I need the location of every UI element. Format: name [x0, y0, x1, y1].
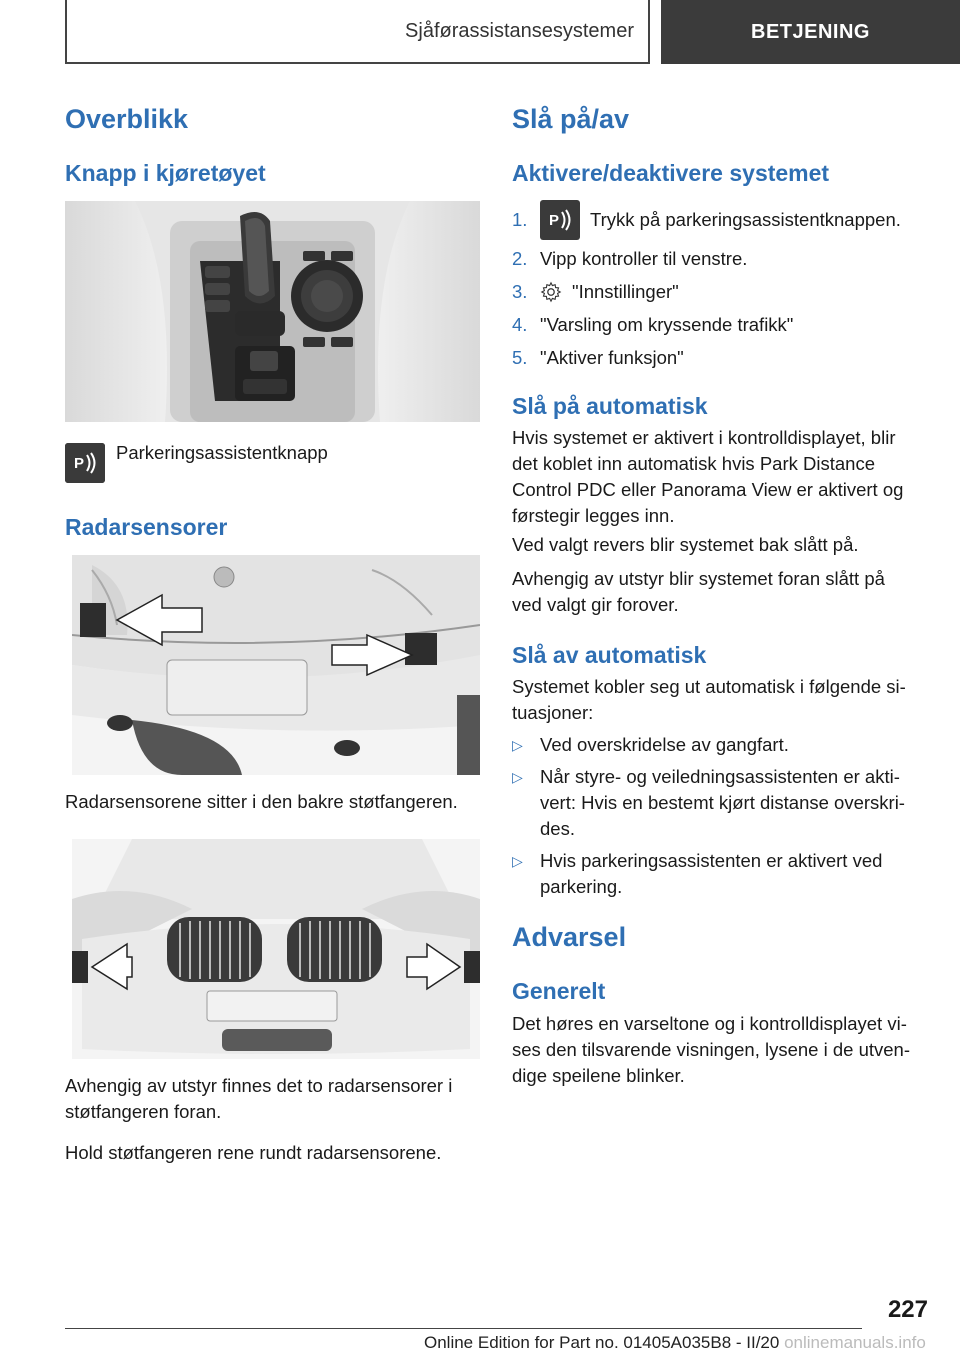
- radar-rear-text: Radarsensorene sitter i den bakre støtfangeren.: [65, 791, 458, 812]
- step-number: 3.: [512, 280, 528, 302]
- svg-text:P: P: [74, 455, 85, 472]
- auto-on-paragraph-2: Ved valgt revers blir systemet bak slått på.: [512, 534, 859, 555]
- watermark-text: onlinemanuals.info: [784, 1333, 926, 1352]
- text-line: tuasjoner:: [512, 702, 594, 723]
- parking-assist-button-icon: [540, 200, 580, 240]
- radar-heading: Radarsensorer: [65, 514, 228, 540]
- step-number: 4.: [512, 313, 528, 335]
- auto-off-paragraph: [512, 674, 932, 726]
- overview-title: Overblikk: [65, 104, 189, 134]
- footer-edition: [424, 1333, 926, 1353]
- activation-steps-list: [512, 198, 932, 374]
- header-section-title: [65, 0, 650, 64]
- text-line: des.: [540, 818, 575, 839]
- front-bumper-photo: [72, 839, 480, 1059]
- radar-front-text-line-2: støtfangeren foran.: [65, 1101, 222, 1122]
- step-3: [512, 275, 932, 308]
- bullet-item: [512, 764, 922, 842]
- page-number: 227: [887, 1296, 928, 1323]
- step-text: "Aktiver funksjon": [540, 346, 684, 368]
- activate-heading: Aktivere/deaktivere systemet: [512, 160, 830, 186]
- text-line: førstegir legges inn.: [512, 505, 675, 526]
- general-heading: Generelt: [512, 978, 606, 1004]
- triangle-bullet-icon: ▷: [512, 853, 523, 869]
- bullet-text: [540, 764, 905, 842]
- footer-divider: [65, 1328, 862, 1329]
- keep-clean-text: Hold støtfangeren rene rundt radarsensorene.: [65, 1142, 442, 1163]
- step-text: Vipp kontroller til venstre.: [540, 247, 748, 269]
- triangle-bullet-icon: ▷: [512, 737, 523, 753]
- auto-on-heading: Slå på automatisk: [512, 393, 708, 419]
- rear-bumper-photo: [72, 555, 480, 775]
- text-line: Det høres en varseltone og i kontrolldisplayet vi-: [512, 1013, 907, 1034]
- step-5: [512, 341, 932, 374]
- section-title-text: Sjåførassistansesystemer: [405, 19, 634, 42]
- warning-title: Advarsel: [512, 922, 627, 952]
- radar-front-text-line-1: Avhengig av utstyr finnes det to radarsensorer i: [65, 1075, 453, 1096]
- step-1: [512, 198, 932, 242]
- text-line: Hvis systemet er aktivert i kontrolldisplayet, blir: [512, 427, 896, 448]
- parking-assist-button-icon: [65, 443, 105, 483]
- button-heading: Knapp i kjøretøyet: [65, 160, 266, 186]
- text-line: vert: Hvis en bestemt kjørt distanse overskri-: [540, 792, 905, 813]
- step-text: "Varsling om kryssende trafikk": [540, 313, 794, 335]
- text-line: Hvis parkeringsassistenten er aktivert ved: [540, 850, 883, 871]
- text-line: Når styre- og veiledningsassistenten er akti-: [540, 766, 900, 787]
- auto-on-paragraph-3: [512, 566, 932, 618]
- bullet-item: [512, 848, 922, 900]
- text-line: Systemet kobler seg ut automatisk i følgende si-: [512, 676, 906, 697]
- text-line: ved valgt gir forover.: [512, 594, 679, 615]
- on-off-title: Slå på/av: [512, 104, 630, 134]
- text-line: parkering.: [540, 876, 623, 897]
- text-line: ses den tilsvarende visningen, lysene i de utven-: [512, 1039, 910, 1060]
- step-number: 5.: [512, 346, 528, 368]
- step-text: "Innstillinger": [572, 280, 679, 302]
- text-line: Avhengig av utstyr blir systemet foran slått på: [512, 568, 885, 589]
- text-line: det koblet inn automatisk hvis Park Distance: [512, 453, 875, 474]
- step-2: [512, 242, 932, 275]
- step-text: Trykk på parkeringsassistentknappen.: [590, 209, 901, 230]
- interior-console-photo: [65, 201, 480, 422]
- text-line: Control PDC eller Panorama View er aktivert og: [512, 479, 904, 500]
- bullet-item: [512, 732, 922, 758]
- step-4: [512, 308, 932, 341]
- auto-off-heading: Slå av automatisk: [512, 642, 707, 668]
- gear-icon: [540, 281, 562, 303]
- bullet-text: [540, 732, 789, 758]
- chapter-title-text: BETJENING: [751, 20, 870, 43]
- edition-text: Online Edition for Part no. 01405A035B8 - II/20: [424, 1333, 780, 1352]
- step-number: 1.: [512, 209, 528, 230]
- triangle-bullet-icon: ▷: [512, 769, 523, 785]
- text-line: dige speilene blinker.: [512, 1065, 685, 1086]
- step-number: 2.: [512, 247, 528, 269]
- auto-off-bullets: [512, 732, 922, 906]
- auto-on-paragraph-1: [512, 425, 932, 529]
- header-chapter-tab: [661, 0, 960, 64]
- button-caption: Parkeringsassistentknapp: [116, 442, 328, 463]
- svg-text:P: P: [549, 212, 560, 229]
- general-paragraph: [512, 1011, 932, 1089]
- bullet-text: [540, 848, 882, 900]
- text-line: Ved overskridelse av gangfart.: [540, 734, 789, 755]
